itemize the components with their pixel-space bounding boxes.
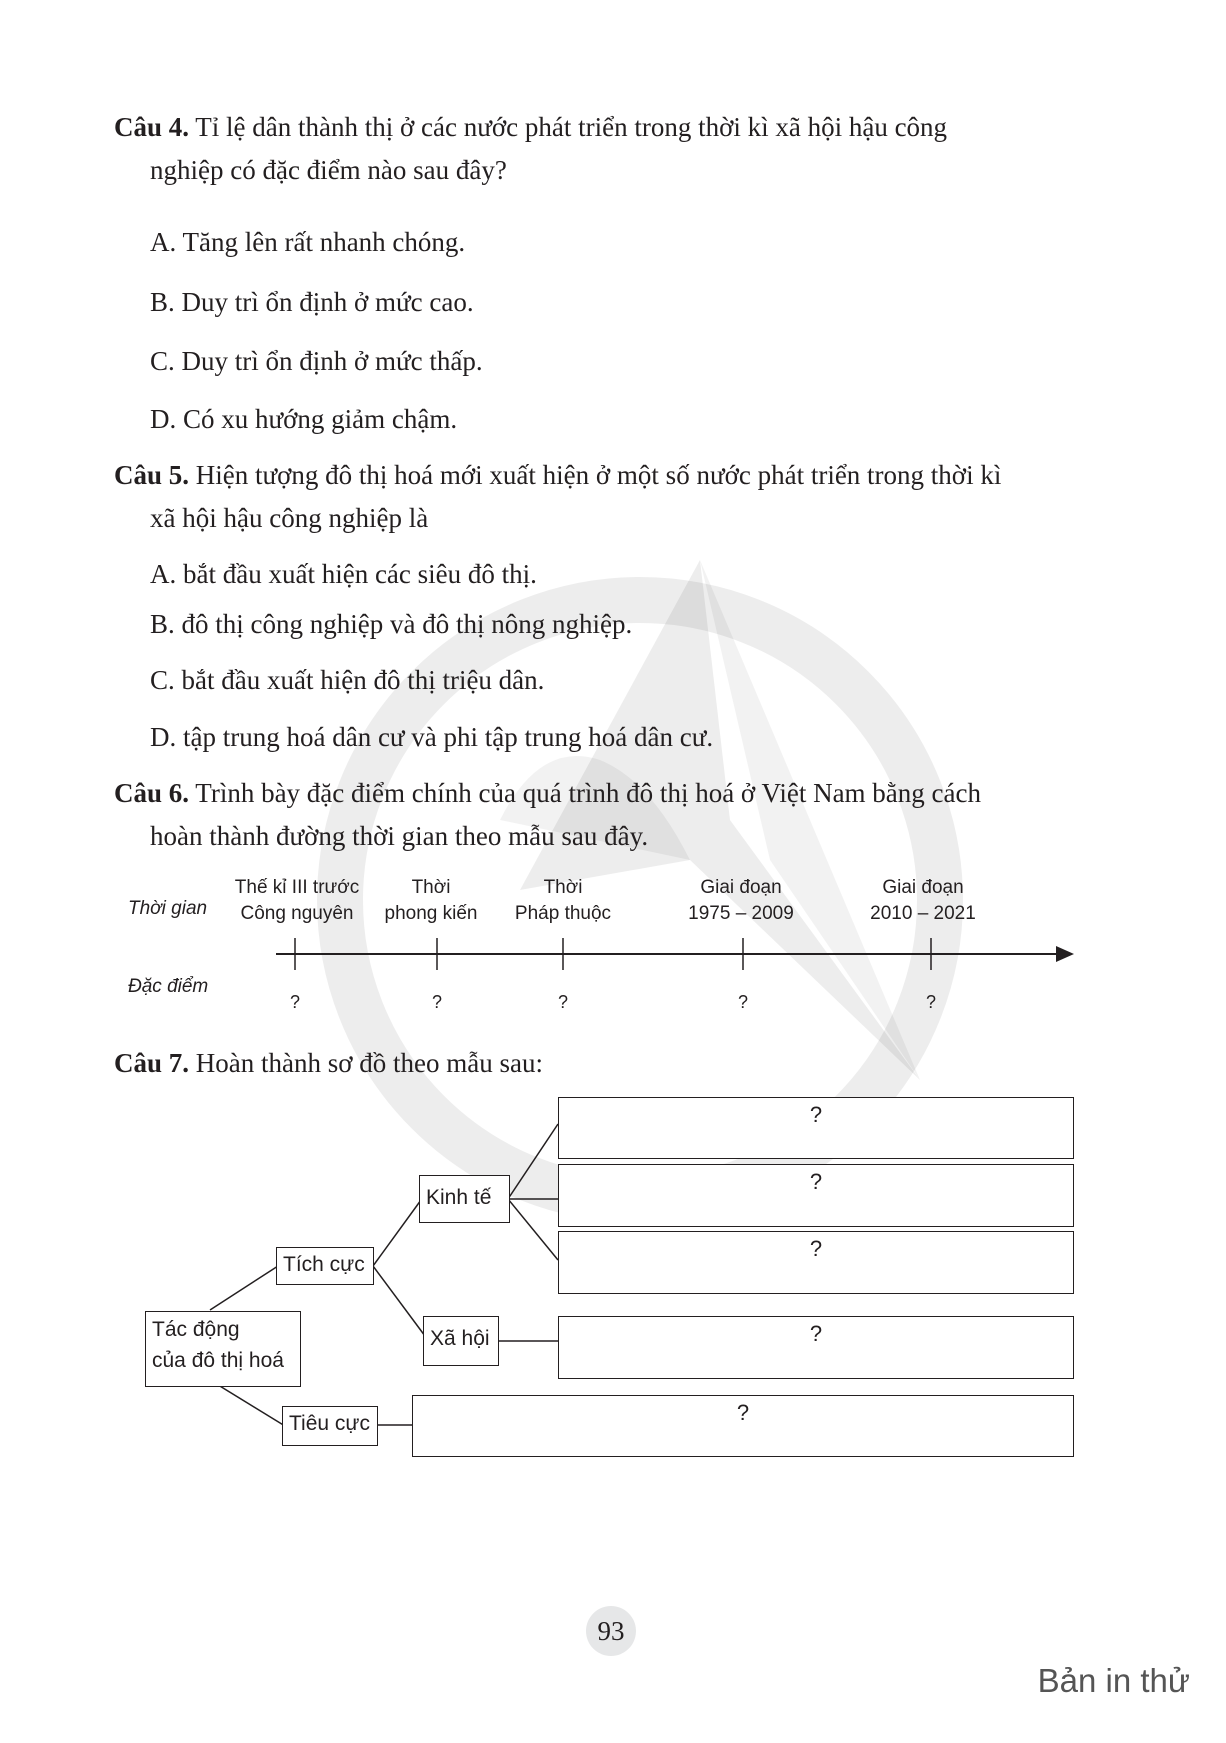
page-number: 93: [586, 1606, 636, 1656]
connector-economy-1: [508, 1124, 558, 1199]
period-line2: Công nguyên: [240, 903, 354, 924]
answer-placeholder: ?: [809, 1321, 823, 1346]
diagram-economy-node: Kinh tế: [419, 1175, 510, 1223]
q4-option-c: C. Duy trì ổn định ở mức thấp.: [150, 346, 483, 376]
q4-option-a: A. Tăng lên rất nhanh chóng.: [150, 227, 466, 257]
question-text-line1: Tỉ lệ dân thành thị ở các nước phát triển trong thời kì xã hội hậu công: [195, 112, 948, 142]
answer-placeholder: ?: [736, 1400, 750, 1425]
timeline-row-label-feature: Đặc điểm: [128, 976, 209, 997]
period-line2: 1975 – 2009: [688, 903, 794, 924]
connector-positive-society: [373, 1266, 425, 1336]
diagram-society-node: Xã hội: [423, 1316, 499, 1366]
question-text-line2: nghiệp có đặc điểm nào sau đây?: [150, 155, 507, 185]
period-line2: Pháp thuộc: [514, 903, 612, 924]
answer-placeholder: ?: [809, 1236, 823, 1261]
period-line1: Thế kỉ III trước: [234, 877, 360, 898]
timeline-answer-placeholder[interactable]: ?: [737, 992, 748, 1012]
question-text-line2: hoàn thành đường thời gian theo mẫu sau đây.: [150, 821, 649, 851]
timeline-answer-placeholder[interactable]: ?: [557, 992, 568, 1012]
timeline-answer-placeholder[interactable]: ?: [431, 992, 442, 1012]
question-number: Câu 7.: [114, 1048, 190, 1078]
timeline-answer-placeholder[interactable]: ?: [289, 992, 300, 1012]
economy-answer-box-2[interactable]: [558, 1164, 1074, 1227]
diagram-negative-node: Tiêu cực: [282, 1406, 378, 1446]
diagram-positive-node: Tích cực: [276, 1247, 374, 1285]
q4-option-d: D. Có xu hướng giảm chậm.: [150, 404, 458, 434]
question-text-line1: Hiện tượng đô thị hoá mới xuất hiện ở một số nước phát triển trong thời kì: [195, 460, 1002, 490]
connector-root-positive: [210, 1266, 278, 1310]
question-text-line2: xã hội hậu công nghiệp là: [150, 503, 429, 533]
period-line1: Thời: [411, 877, 451, 898]
q5-option-a: A. bắt đầu xuất hiện các siêu đô thị.: [150, 559, 537, 589]
economy-answer-box-3[interactable]: [558, 1231, 1074, 1294]
question-text-line1: Trình bày đặc điểm chính của quá trình đô thị hoá ở Việt Nam bằng cách: [195, 778, 981, 808]
period-line1: Giai đoạn: [882, 877, 964, 898]
period-line1: Thời: [543, 877, 583, 898]
diagram-root-node: [145, 1311, 301, 1387]
answer-placeholder: ?: [809, 1102, 823, 1127]
connector-economy-3: [508, 1199, 558, 1260]
q4-option-b: B. Duy trì ổn định ở mức cao.: [150, 287, 474, 317]
timeline-answer-placeholder[interactable]: ?: [925, 992, 936, 1012]
timeline-arrow-head: [1056, 946, 1074, 962]
question-number: Câu 4.: [114, 112, 190, 142]
root-line2: của đô thị hoá: [152, 1349, 284, 1372]
society-answer-box[interactable]: [558, 1316, 1074, 1379]
draft-stamp: Bản in thử: [1037, 1662, 1190, 1699]
question-number: Câu 6.: [114, 778, 190, 808]
question-number: Câu 5.: [114, 460, 190, 490]
q5-option-d: D. tập trung hoá dân cư và phi tập trung hoá dân cư.: [150, 722, 714, 752]
period-line1: Giai đoạn: [700, 877, 782, 898]
q5-option-b: B. đô thị công nghiệp và đô thị nông nghiệp.: [150, 609, 633, 639]
timeline-row-label-time: Thời gian: [128, 898, 208, 919]
period-line2: 2010 – 2021: [870, 903, 976, 924]
answer-placeholder: ?: [809, 1169, 823, 1194]
q5-option-c: C. bắt đầu xuất hiện đô thị triệu dân.: [150, 665, 545, 695]
period-line2: phong kiến: [384, 903, 478, 924]
root-line1: Tác động: [152, 1318, 240, 1341]
economy-answer-box-1[interactable]: [558, 1097, 1074, 1159]
connector-positive-economy: [373, 1200, 421, 1266]
question-text: Hoàn thành sơ đồ theo mẫu sau:: [195, 1048, 543, 1078]
negative-answer-box[interactable]: [412, 1395, 1074, 1457]
